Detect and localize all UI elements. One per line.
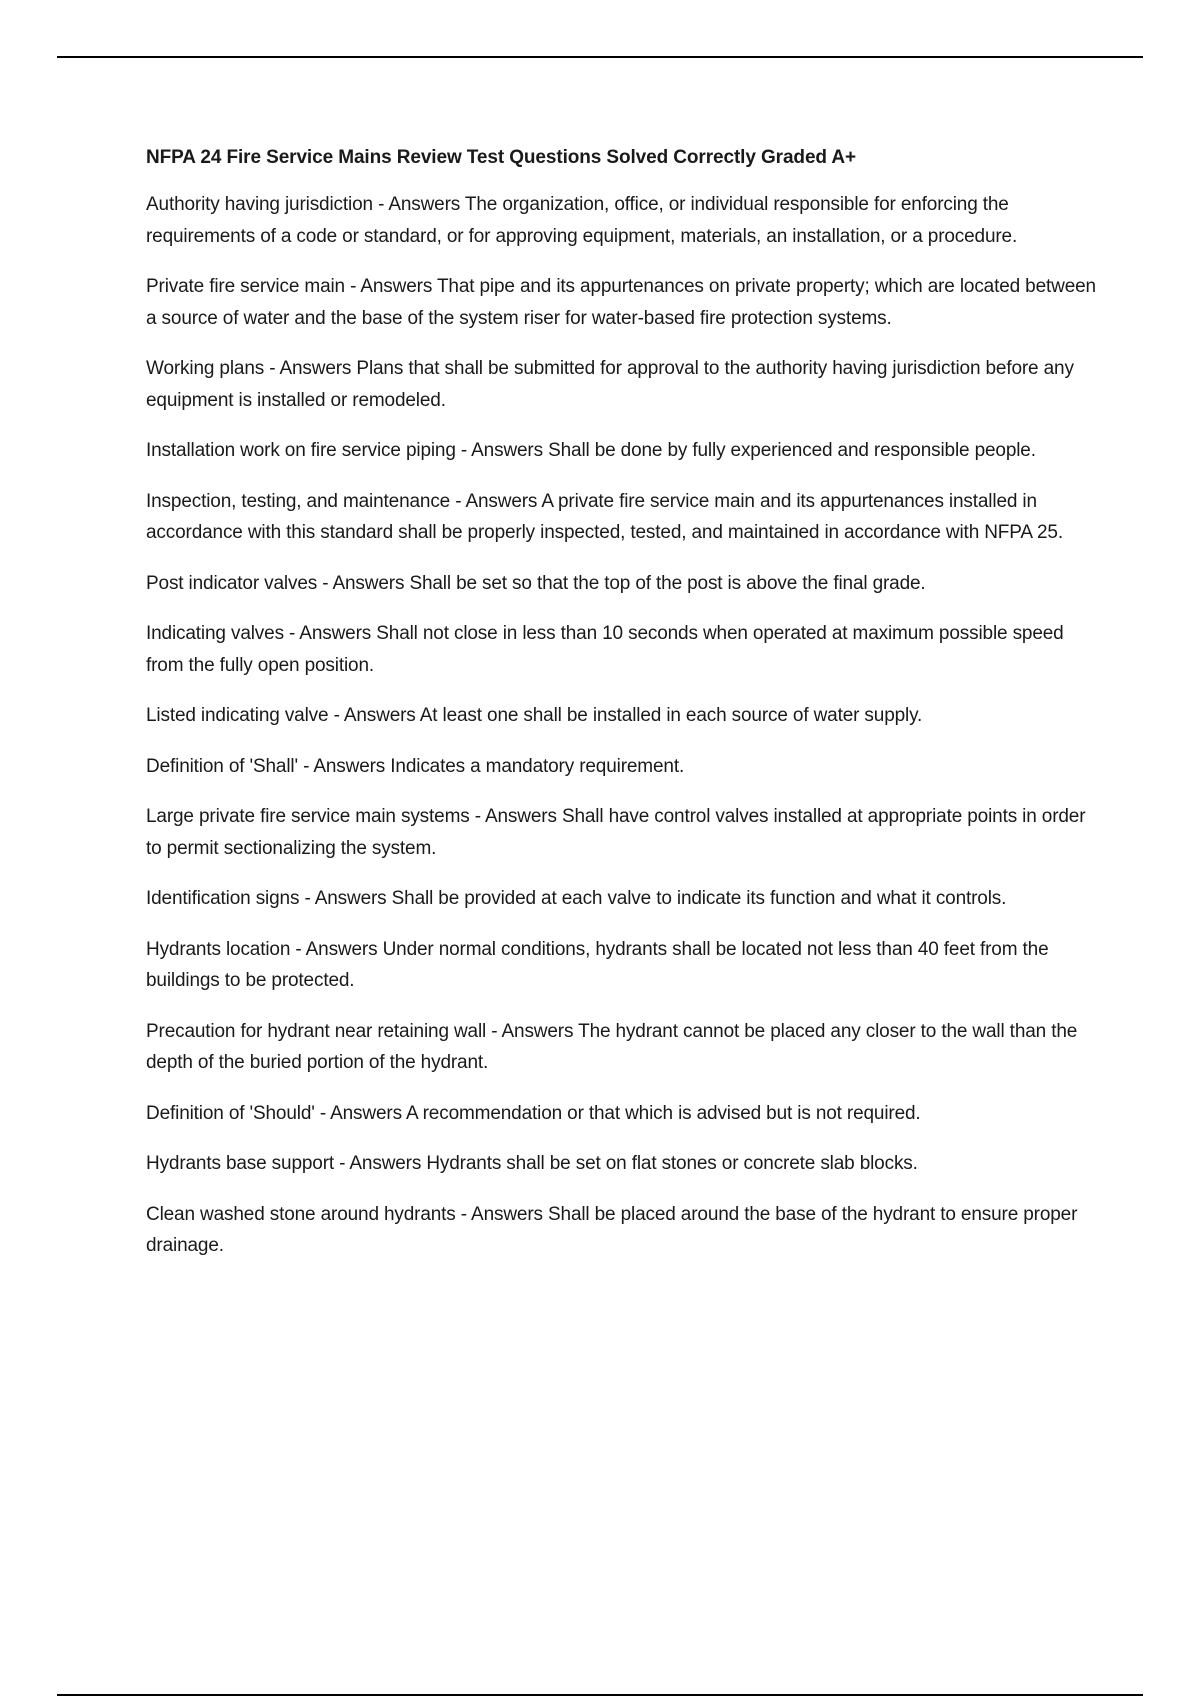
qa-entry [146, 486, 1096, 549]
entry-answer: Shall be provided at each valve to indicate its function and what it controls. [391, 888, 1007, 909]
entry-separator: - Answers [328, 705, 420, 726]
qa-entry [146, 934, 1096, 997]
header-rule [57, 56, 1143, 58]
entry-separator: - Answers [455, 440, 549, 461]
entry-separator: - Answers [264, 358, 357, 379]
entry-term: Identification signs [146, 888, 300, 909]
entry-separator: - Answers [455, 1203, 548, 1225]
entry-answer: At least one shall be installed in each source of water supply. [419, 705, 923, 726]
qa-entry [146, 883, 1096, 915]
entry-separator: - Answers [486, 1020, 579, 1042]
entry-separator: - Answers [372, 194, 465, 215]
entry-separator: - Answers [450, 490, 542, 512]
document-title: NFPA 24 Fire Service Mains Review Test Questions Solved Correctly Graded A+ [146, 147, 857, 168]
qa-entry [146, 353, 1096, 416]
qa-entry [146, 189, 1096, 252]
entry-term: Authority having jurisdiction [146, 194, 373, 215]
qa-entry [146, 700, 1096, 732]
entry-answer: Indicates a mandatory requirement. [390, 755, 685, 777]
entry-term: Post indicator valves [146, 572, 318, 594]
entry-answer: That pipe and its appurtenances on private property; which are located between a source of water and the base of the system riser for water-based fire protection systems. [146, 276, 1096, 329]
entry-term: Installation work on fire service piping [146, 440, 456, 461]
entry-answer: Shall be set so that the top of the post is above the final grade. [409, 572, 926, 594]
entry-term: Indicating valves [146, 623, 284, 644]
entry-answer: The hydrant cannot be placed any closer to the wall than the depth of the buried portion of the hydrant. [146, 1020, 1078, 1073]
entry-term: Definition of 'Should' [146, 1102, 315, 1124]
entry-term: Listed indicating valve [146, 705, 329, 726]
qa-entry [146, 1098, 1096, 1130]
qa-entry [146, 271, 1096, 334]
entry-term: Working plans [146, 358, 265, 379]
document-body [146, 142, 1096, 1281]
entry-separator: - Answers [344, 276, 437, 297]
qa-entry [146, 618, 1096, 681]
entry-separator: - Answers [283, 623, 377, 644]
entry-answer: Hydrants shall be set on flat stones or concrete slab blocks. [426, 1153, 918, 1174]
qa-entry [146, 1016, 1096, 1079]
qa-entry [146, 1148, 1096, 1180]
entry-term: Precaution for hydrant near retaining wall [146, 1020, 487, 1042]
entry-term: Large private fire service main systems [146, 806, 470, 827]
entry-separator: - Answers [317, 572, 410, 594]
entry-answer: Shall be placed around the base of the hydrant to ensure proper drainage. [146, 1203, 1078, 1256]
qa-entry [146, 435, 1096, 467]
qa-entry [146, 751, 1096, 783]
entry-separator: - Answers [290, 938, 383, 960]
entry-answer: A recommendation or that which is advised but is not required. [406, 1102, 921, 1124]
entry-term: Hydrants base support [146, 1153, 335, 1174]
entry-answer: Shall be done by fully experienced and responsible people. [548, 440, 1036, 461]
entry-separator: - Answers [299, 888, 392, 909]
entry-answer: Shall have control valves installed at appropriate points in order to permit sectionalizing the system. [146, 806, 1086, 859]
footer-rule [57, 1694, 1143, 1696]
entry-term: Hydrants location [146, 938, 291, 960]
entry-answer: A private fire service main and its appurtenances installed in accordance with this standard shall be properly inspected, tested, and maintained in accordance with NFPA 25. [146, 490, 1063, 543]
entry-answer: The organization, office, or individual responsible for enforcing the requirements of a code or standard, or for approving equipment, materials, an installation, or a procedure. [146, 194, 1018, 247]
entry-answer: Plans that shall be submitted for approval to the authority having jurisdiction before any equipment is installed or remodeled. [146, 358, 1074, 411]
qa-entry [146, 801, 1096, 864]
entry-separator: - Answers [469, 806, 562, 827]
entry-answer: Shall not close in less than 10 seconds when operated at maximum possible speed from the fully open position. [146, 623, 1064, 676]
entry-term: Clean washed stone around hydrants [146, 1203, 456, 1225]
entry-answer: Under normal conditions, hydrants shall be located not less than 40 feet from the buildings to be protected. [146, 938, 1049, 991]
entry-separator: - Answers [314, 1102, 407, 1124]
entry-term: Private fire service main [146, 276, 345, 297]
entry-term: Inspection, testing, and maintenance [146, 490, 451, 512]
qa-entry [146, 568, 1096, 600]
entry-separator: - Answers [297, 755, 391, 777]
entry-term: Definition of 'Shall' [146, 755, 298, 777]
qa-entry [146, 1199, 1096, 1262]
entry-separator: - Answers [334, 1153, 427, 1174]
